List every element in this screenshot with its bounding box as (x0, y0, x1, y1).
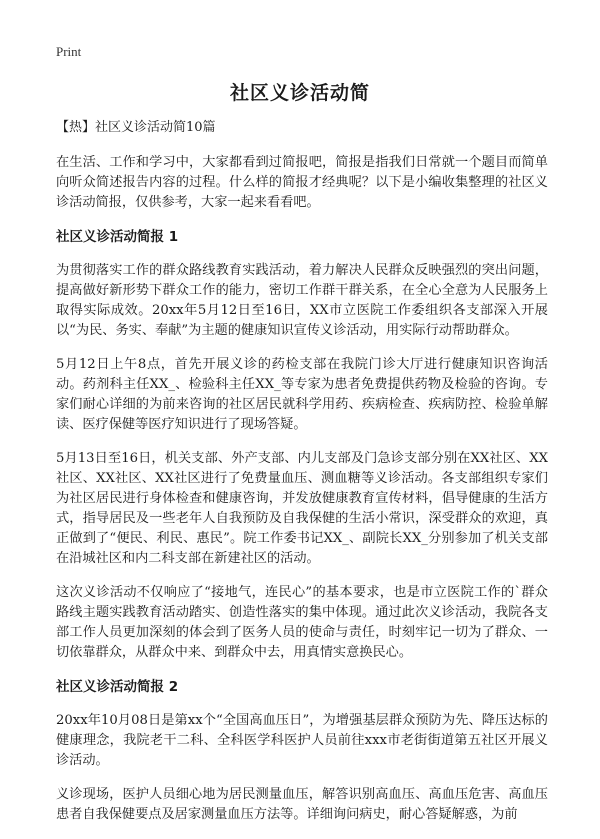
article-subtitle: 【热】社区义诊活动简10篇 (56, 120, 216, 135)
section2-paragraph-1: 20xx年10月08日是第xx个“全国高血压日”，为增强基层群众预防为先、降压达标的健康理念，我院老干二科、全科医学科医护人员前往xxx市老街街道第五社区开展义诊活动。 (56, 713, 548, 768)
section-heading-1: 社区义诊活动简报 1 (56, 229, 179, 245)
section2-paragraph-2: 义诊现场，医护人员细心地为居民测量血压，解答识别高血压、高血压危害、高血压患者自我保健要点及居家测量血压方法等。详细询问病史，耐心答疑解惑，为前 (56, 787, 548, 822)
article-body (56, 118, 548, 839)
section1-paragraph-4: 这次义诊活动不仅响应了“接地气，连民心”的基本要求，也是市立医院工作的`群众路线主题实践教育活动踏实、创造性落实的集中体现。通过此次义诊活动，我院各支部工作人员更加深刻的体会到了医务人员的使命与责任，时刻牢记一切为了群众、一切依靠群众，从群众中来、到群众中去，用真情实意换民心。 (56, 585, 548, 660)
section-heading-2: 社区义诊活动简报 2 (56, 679, 179, 695)
page-title: 社区义诊活动简 (229, 82, 370, 104)
print-link[interactable]: Print (56, 44, 82, 59)
intro-paragraph: 在生活、工作和学习中，大家都看到过简报吧，简报是指我们日常就一个题目而简单向听众简述报告内容的过程。什么样的简报才经典呢？以下是小编收集整理的社区义诊活动简报，仅供参考，大家一起来看看吧。 (56, 155, 548, 210)
section1-paragraph-3: 5月13日至16日，机关支部、外产支部、内儿支部及门急诊支部分别在XX社区、XX社区、XX社区、XX社区进行了免费量血压、测血糖等义诊活动。各支部组织专家们为社区居民进行身体检查和健康咨询，并发放健康教育宣传材料，倡导健康的生活方式，指导居民及一些老年人自我预防及自我保健的生活小常识，深受群众的欢迎，真正做到了“便民、利民、惠民”。院工作委书记XX_、副院长XX_分别参加了机关支部在沿城社区和内二科支部在新建社区的活动。 (56, 451, 548, 566)
section1-paragraph-2: 5月12日上午8点，首先开展义诊的药检支部在我院门诊大厅进行健康知识咨询活动。药剂科主任XX_、检验科主任XX_等专家为患者免费提供药物及检验的咨询。专家们耐心详细的为前来咨询的社区居民就科学用药、疾病检查、疾病防控、检验单解读、医疗保健等医疗知识进行了现场答疑。 (56, 357, 548, 432)
section1-paragraph-1: 为贯彻落实工作的群众路线教育实践活动，着力解决人民群众反映强烈的突出问题，提高做好新形势下群众工作的能力，密切工作群干群关系，在全心全意为人民服务上取得实际成效。20xx年5月12日至16日，XX市立医院工作委组织各支部深入开展以“为民、务实、奉献”为主题的健康知识宣传义诊活动，用实际行动帮助群众。 (56, 263, 548, 338)
